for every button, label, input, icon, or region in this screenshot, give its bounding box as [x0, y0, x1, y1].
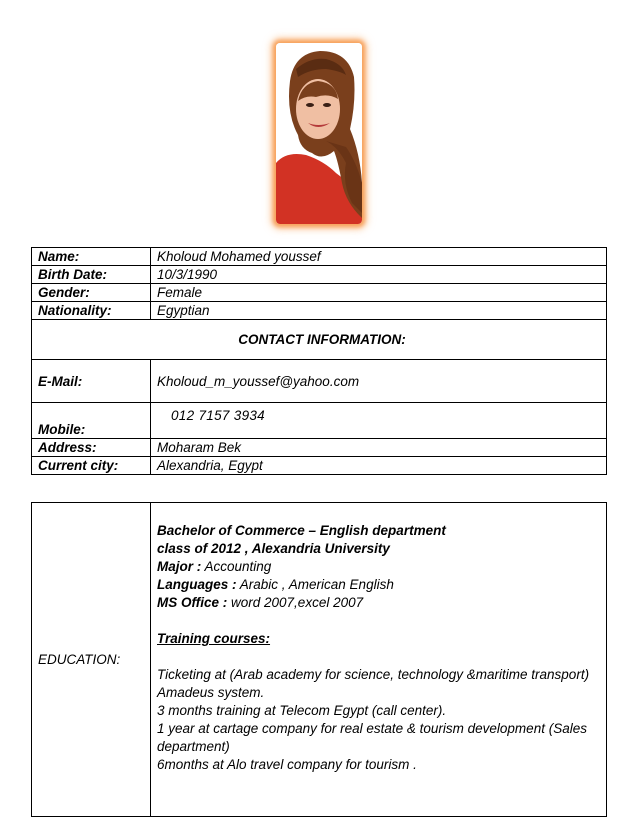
training-heading: Training courses: [157, 631, 271, 646]
course-item: 1 year at cartage company for real estate & tourism development (Sales [157, 721, 587, 736]
city-row [32, 457, 607, 475]
languages-line [157, 576, 598, 594]
class-text: class of 2012 , Alexandria University [157, 541, 390, 556]
course-item: Amadeus system. [157, 685, 265, 700]
mobile-row [32, 403, 607, 439]
email-value: Kholoud_m_youssef@yahoo.com [151, 360, 607, 403]
email-label: E-Mail: [32, 360, 151, 403]
nationality-label: Nationality: [32, 302, 151, 320]
ms-office-value: word 2007,excel 2007 [227, 595, 364, 610]
education-row [32, 503, 607, 817]
contact-heading: CONTACT INFORMATION: [32, 320, 607, 360]
portrait-image [276, 43, 362, 224]
mobile-label: Mobile: [32, 403, 151, 439]
mobile-value: 012 7157 3934 [171, 408, 265, 423]
name-label: Name: [32, 248, 151, 266]
gender-value: Female [151, 284, 607, 302]
birth-date-label: Birth Date: [32, 266, 151, 284]
course-item: Ticketing at (Arab academy for science, technology &maritime transport) [157, 667, 590, 682]
course-item: 6months at Alo travel company for tourism . [157, 757, 417, 772]
education-content [151, 503, 607, 817]
education-label: EDUCATION: [32, 503, 151, 817]
name-row [32, 248, 607, 266]
nationality-row [32, 302, 607, 320]
gender-row [32, 284, 607, 302]
course-item: department) [157, 739, 230, 754]
birth-date-row [32, 266, 607, 284]
major-value: Accounting [201, 559, 272, 574]
ms-office-line [157, 594, 598, 612]
languages-label: Languages : [157, 577, 237, 592]
education-table [31, 502, 607, 817]
address-row [32, 439, 607, 457]
profile-photo [276, 43, 362, 224]
email-row [32, 360, 607, 403]
address-label: Address: [32, 439, 151, 457]
city-value: Alexandria, Egypt [151, 457, 607, 475]
major-line [157, 558, 598, 576]
contact-heading-row [32, 320, 607, 360]
city-label: Current city: [32, 457, 151, 475]
ms-office-label: MS Office : [157, 595, 228, 610]
birth-date-value: 10/3/1990 [151, 266, 607, 284]
personal-info-table [31, 247, 607, 475]
major-label: Major : [157, 559, 202, 574]
nationality-value: Egyptian [151, 302, 607, 320]
name-value: Kholoud Mohamed youssef [151, 248, 607, 266]
degree-text: Bachelor of Commerce – English department [157, 523, 446, 538]
languages-value: Arabic , American English [236, 577, 394, 592]
course-item: 3 months training at Telecom Egypt (call center). [157, 703, 447, 718]
address-value: Moharam Bek [151, 439, 607, 457]
gender-label: Gender: [32, 284, 151, 302]
